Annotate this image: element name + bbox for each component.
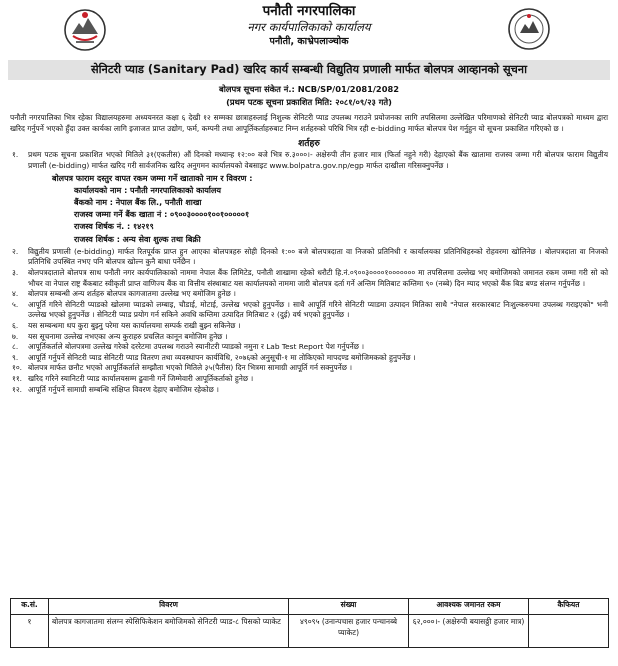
clause-9 — [10, 353, 608, 364]
letterhead — [0, 0, 618, 58]
table-row — [11, 615, 609, 648]
payment-account: राजस्व जम्मा गर्ने बैंक खाता नं : ०९००३००००१००१०००००१ — [74, 210, 250, 220]
notice-banner: सेनिटरी प्याड (Sanitary Pad) खरिद कार्य सम्बन्धी विद्युतिय प्रणाली मार्फत बोलपत्र आव्हानको सूचना — [8, 60, 610, 80]
clause-number: ८. — [12, 342, 19, 352]
clause-1 — [10, 150, 608, 171]
clause-number: ९. — [12, 352, 19, 362]
intro-paragraph: पनौती नगरपालिका भित्र रहेका विद्यालयहरुमा अध्ययनरत कक्षा ६ देखी १२ सम्मका छात्राहरुलाई निशुल्क सेनिटरी प्याड उपलब्ध गराउने प्रयोजनका लागि तपसिलमा उल्लेखित परिमाणको सेनिटरी प्याड बोलपत्रको माध्यम द्वारा खरिद गर्नुपर्ने भएको हुँदा उक्त कार्यका लागि इजाजत प्राप्त उद्योग, फर्म, कम्पनी तथा आपूर्तिकर्ताहरुबाट निम्न शर्तहरुको परिधि भित्र रही e-bidding मार्फत बोलपत्र पेश गर्नुहुन यो सूचना प्रकाशित गरिएको छ । — [10, 113, 608, 133]
clause-number: २. — [12, 246, 19, 256]
clause-text: यस सूचनामा उल्लेख नभएका अन्य कुराहरु प्रचलित कानून बमोजिम हुनेछ । — [28, 331, 228, 341]
clause-number: १०. — [12, 363, 23, 373]
clause-text: प्रथम पटक सूचना प्रकाशित भएको मितिले ३१(एकतीस) औं दिनको मध्यान्ह १२:०० बजे भित्र रु.३०००।- अक्षेरुपी तीन हजार मात्र (फिर्ता नहुने गरी) देहाएको बैंक खातामा राजस्व जम्मा गरी बोलपत्र फाराम विद्युतीय प्रणाली (e-bidding) मार्फत खरिद गरी सार्वजनिक खरिद अनुगमन कार्यालयको वेबसाइट www.bolpatra.gov.np/egp मार्फत दाखीला गरिसक्नुपर्नेछ । — [28, 150, 608, 170]
clause-7 — [10, 332, 608, 343]
clause-12 — [10, 385, 608, 396]
organization-name: पनौती नगरपालिका — [262, 3, 356, 19]
items-table — [10, 598, 609, 648]
cell-remarks — [529, 615, 609, 648]
clause-number: ४. — [12, 289, 19, 299]
clause-number: ३. — [12, 268, 19, 277]
clause-number: ५. — [12, 299, 19, 309]
cell-description: बोलपत्र कागजातमा संलग्न स्पेसिफिकेशन बमोजिमको सेनिटरी प्याड-८ पिसको प्याकेट — [49, 615, 289, 648]
clause-number: १. — [12, 150, 19, 160]
clause-6 — [10, 321, 608, 332]
clause-text: खरिद गरिने स्यानिटरी प्याड कार्यालयसम्म ढुवानी गर्ने जिम्मेवारी आपूर्तिकर्ताको हुनेछ । — [28, 373, 254, 383]
first-publish-date: (प्रथम पटक सूचना प्रकाशित मिति: २०८१/०९/२३ गते) — [226, 97, 392, 107]
payment-title: बोलपत्र फाराम दस्तुर वापत रकम जम्मा गर्ने खाताको नाम र विवरण : — [52, 173, 253, 183]
office-address: पनौती, काभ्रेपलाञ्चोक — [269, 36, 349, 47]
clause-text: आपूर्ति गरिने सेनिटरी प्याडको खोलमा प्याडको लम्बाइ, चौडाई, मोटाई, उल्लेख भएको हुनुपर्नेछ । साथै आपूर्ति गरिने सेनिटरी प्याडमा उत्पादन मितिका साथै "नेपाल सरकारबाट निःशुल्करुपमा उपलब्ध गराइएको" भनी उल्लेख भएको हुनुपर्नेछ । सेनिटरी प्याड प्रयोग गर्न सकिने अवधि कम्तिमा उत्पादित मितिबाट २ (दुई) वर्ष भएको हुनुपर्नेछ । — [28, 299, 608, 320]
office-name: नगर कार्यपालिकाको कार्यालय — [247, 20, 371, 34]
clause-text: आपूर्तिकर्ताले बोलपत्रमा उल्लेख गरेको दररेटमा उपलब्ध गराउने स्यानीटरी प्याडको नमुना र Lab Test Report पेश गर्नुपर्नेछ । — [28, 342, 365, 352]
clause-text: बोलपत्र मार्फत छनौट भएको आपूर्तिकर्ताले सम्झौता भएको मितिले ३५(पैतीस) दिन भित्रमा सामाग्री आपूर्ति गर्न सक्नुपर्नेछ । — [28, 363, 353, 373]
col-header-remarks: कैफियत — [529, 599, 609, 615]
cell-deposit: ६२,०००।- (अक्षेरुपी बयासठ्ठी हजार मात्र) — [409, 615, 529, 648]
payment-office: कार्यालयको नाम : पनौती नगरपालिकाको कार्यालय — [74, 185, 222, 195]
clause-10 — [10, 363, 608, 374]
notice-number-block — [0, 83, 618, 109]
col-header-sn: क.सं. — [11, 599, 49, 615]
clause-5 — [10, 300, 608, 321]
clause-3 — [10, 268, 608, 289]
payment-details — [52, 173, 618, 246]
cell-quantity: ४९०९५ (उनान्पचास हजार पन्चानब्बे प्याकेट) — [289, 615, 409, 648]
clause-number: १२. — [12, 384, 23, 394]
clause-number: ७. — [12, 331, 19, 341]
clause-number: ११. — [12, 373, 23, 383]
clause-text: बोलपत्रदाताले बोलपत्र साथ पनौती नगर कार्यपालिकाको नाममा नेपाल बैंक लिमिटेड, पनौती शाखामा रहेको धरौटी हि.नं.०९००३००००१००००००० मा तपसिलमा उल्लेख भए बमोजिमको जमानत रकम जम्मा गरी सो को भौचर वा नेपाल राष्ट्र बैंकबाट स्वीकृती प्राप्त वाणिज्य बैंक वा वित्तीय संस्थाबाट यस कार्यालयको नाममा जारी बोलपत्र दर्ता गर्ने अन्तिम मितिबाट कम्तिमा ९० (नब्बे) दिन म्याद भएको बैंक बिड बण्ड संलग्न गर्नुपर्नेछ । — [28, 268, 608, 288]
conditions-title: शर्तहरु — [298, 138, 320, 150]
notice-number: बोलपत्र सूचना संकेत नं.: NCB/SP/01/2081/2082 — [218, 84, 400, 94]
clause-11 — [10, 374, 608, 385]
payment-heading-number: राजस्व शिर्षक नं. : १४२१९ — [74, 222, 154, 232]
payment-bank: बैंकको नाम : नेपाल बैंक लि., पनौती शाखा — [74, 198, 202, 207]
col-header-deposit: आवश्यक जमानत रकम — [409, 599, 529, 615]
table-header-row — [11, 599, 609, 615]
col-header-description: विवरण — [49, 599, 289, 615]
clause-text: यस सम्बन्धमा थप कुरा बुझ्नु परेमा यस कार्यालयमा सम्पर्क राखी बुझ्न सकिनेछ । — [28, 320, 241, 330]
clause-text: विद्युतीय प्रणाली (e-bidding) मार्फत रितपूर्वक प्राप्त हुन आएका बोलपत्रहरु सोही दिनको १:०० बजे बोलपत्रदाता वा निजको प्रतिनिधी र कार्यालयका प्रतिनिधिहरुको रोहवरमा खोलिनेछ । बोलपत्रदाता वा निजको प्रतिनिधि उपस्थित नभए पनि बोलपत्र खोल्न कुनै बाधा पर्नेछैन । — [28, 246, 608, 267]
payment-heading: राजस्व शिर्षक : अन्य सेवा शुल्क तथा बिक्री — [74, 234, 201, 244]
municipality-logo-icon — [506, 6, 552, 52]
clause-text: आपूर्ति गर्नुपर्ने सेनिटरी प्याड सेनिटरी प्याड वितरण तथा व्यवस्थापन कार्यविधि, २०७६को अनुसूची-१ मा तोकिएको मापदण्ड बमोजिमकको हुनुपर्नेछ । — [28, 352, 416, 362]
clause-4 — [10, 289, 608, 300]
clause-text: बोलपत्र सम्बन्धी अन्य शर्तहरु बोलपत्र कागजातमा उल्लेख भए बमोजिम हुनेछ । — [28, 289, 236, 299]
clause-number: ६. — [12, 320, 19, 330]
clause-text: आपूर्ति गर्नुपर्ने सामाग्री सम्बन्धि संक्षिप्त विवरण देहाए बमोजिम रहेकोछ । — [28, 384, 219, 394]
clause-2 — [10, 247, 608, 268]
clause-8 — [10, 342, 608, 353]
cell-sn: १ — [11, 615, 49, 648]
col-header-quantity: संख्या — [289, 599, 409, 615]
